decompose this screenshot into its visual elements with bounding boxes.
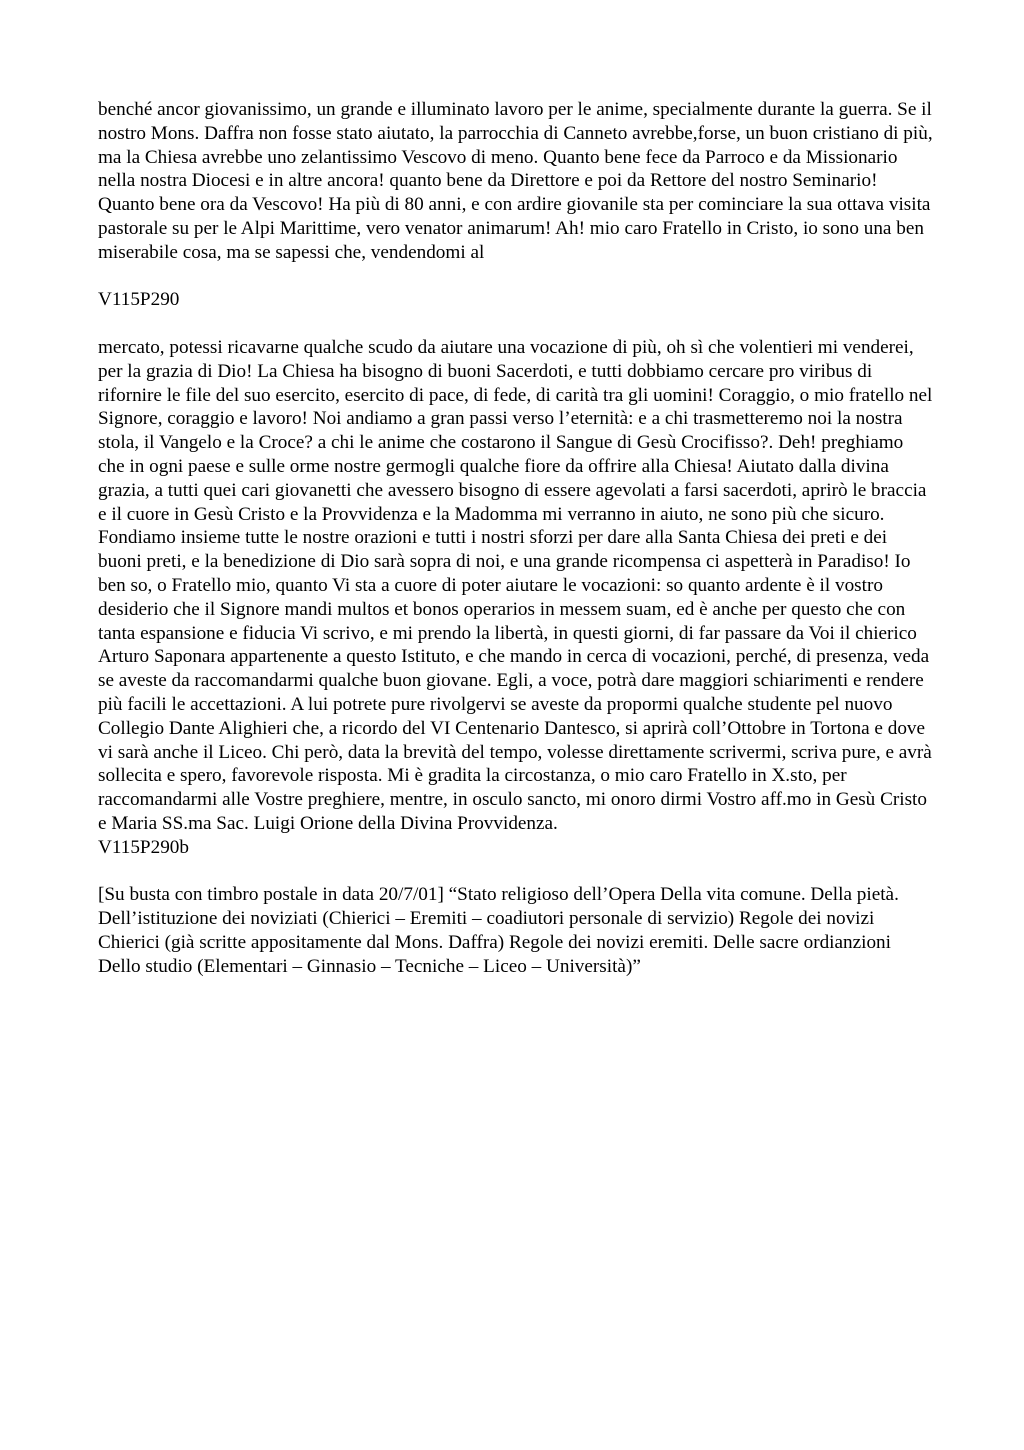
paragraph-letter-body: mercato, potessi ricavarne qualche scudo da aiutare una vocazione di più, oh sì che volentieri mi venderei, per la grazia di Dio! La Chiesa ha bisogno di buoni Sacerdoti, e tutti dobbiamo cercare pro viribus di rifornire le file del suo esercito, esercito di pace, di fede, di carità tra gli uomini! Coraggio, o mio fratello nel Signore, coraggio e lavoro! Noi andiamo a gran passi verso l’eternità: e a chi trasmetteremo noi la nostra stola, il Vangelo e la Croce? a chi le anime che costarono il Sangue di Gesù Crocifisso?. Deh! preghiamo che in ogni paese e sulle orme nostre germogli qualche fiore da offrire alla Chiesa! Aiutato dalla divina grazia, a tutti quei cari giovanetti che avessero bisogno di essere agevolati a farsi sacerdoti, aprirò le braccia e il cuore in Gesù Cristo e la Provvidenza e la Madomma mi verranno in aiuto, ne sono più che sicuro. Fondiamo insieme tutte le nostre orazioni e tutti i nostri sforzi per dare alla Santa Chiesa dei preti e dei buoni preti, e la benedizione di Dio sarà sopra di noi, e una grande ricompensa ci aspetterà in Paradiso! Io ben so, o Fratello mio, quanto Vi sta a cuore di poter aiutare le vocazioni: so quanto ardente è il vostro desiderio che il Signore mandi multos et bonos operarios in messem suam, ed è anche per questo che con tanta espansione e fiducia Vi scrivo, e mi prendo la libertà, in questi giorni, di far passare da Voi il chierico Arturo Saponara appartenente a questo Istituto, e che mando in cerca di vocazioni, perché, di presenza, veda se aveste da raccomandarmi qualche buon giovane. Egli, a voce, potrà dare maggiori schiarimenti e rendere più facili le accettazioni. A lui potrete pure rivolgervi se aveste da propormi qualche studente pel nuovo Collegio Dante Alighieri che, a ricordo del VI Centenario Dantesco, si aprirà coll’Ottobre in Tortona e dove vi sarà anche il Liceo. Chi però, data la brevità del tempo, volesse direttamente scrivermi, scriva pure, e avrà sollecita e spero, favorevole risposta. Mi è gradita la circostanza, o mio caro Fratello in X.sto, per raccomandarmi alle Vostre preghiere, mentre, in osculo sancto, mi onoro dirmi Vostro aff.mo in Gesù Cristo e Maria SS.ma Sac. Luigi Orione della Divina Provvidenza.	[98, 336, 933, 834]
paragraph-gap	[98, 265, 934, 289]
paragraph-gap	[98, 860, 934, 884]
document-page	[98, 98, 934, 978]
page-reference-marker: V115P290	[98, 289, 180, 311]
paragraph-letter-opening: benché ancor giovanissimo, un grande e illuminato lavoro per le anime, specialmente durante la guerra. Se il nostro Mons. Daffra non fosse stato aiutato, la parrocchia di Canneto avrebbe,forse, un buon cristiano di più, ma la Chiesa avrebbe uno zelantissimo Vescovo di meno. Quanto bene fece da Parroco e da Missionario nella nostra Diocesi e in altre ancora! quanto bene da Direttore e poi da Rettore del nostro Seminario! Quanto bene ora da Vescovo! Ha più di 80 anni, e con ardire giovanile sta per cominciare la sua ottava visita pastorale su per le Alpi Marittime, vero venator animarum! Ah! mio caro Fratello in Cristo, io sono una ben miserabile cosa, ma se sapessi che, vendendomi al	[98, 99, 933, 263]
page-reference-marker-b: V115P290b	[98, 836, 189, 858]
paragraph-gap	[98, 312, 934, 336]
paragraph-envelope-note: [Su busta con timbro postale in data 20/7/01] “Stato religioso dell’Opera Della vita comune. Della pietà. Dell’istituzione dei noviziati (Chierici – Eremiti – coadiutori personale di servizio) Regole dei novizi Chierici (già scritte appositamente dal Mons. Daffra) Regole dei novizi eremiti. Delle sacre ordianzioni Dello studio (Elementari – Ginnasio – Tecniche – Liceo – Università)”	[98, 884, 899, 977]
